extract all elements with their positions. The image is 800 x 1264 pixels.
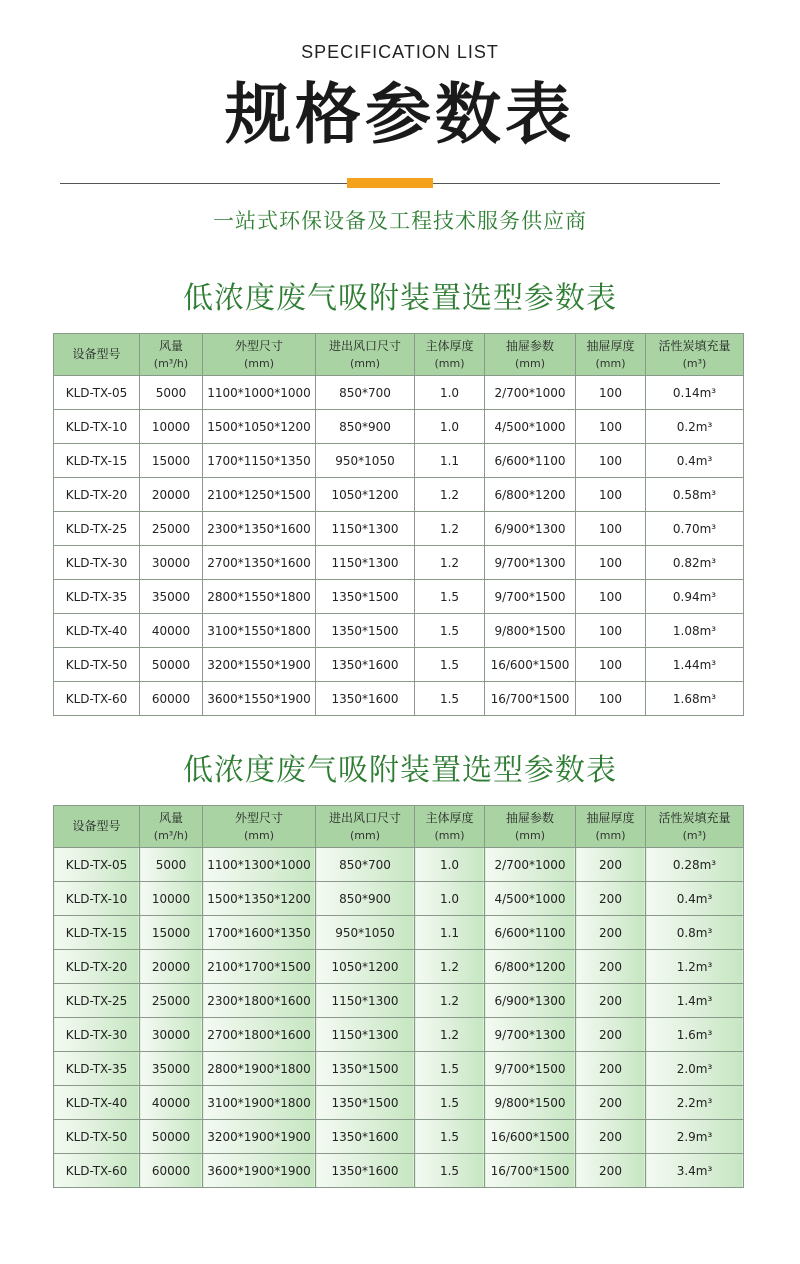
table-cell: 1.68m³ bbox=[646, 682, 744, 716]
column-header-label: 外型尺寸 bbox=[234, 338, 283, 353]
column-header bbox=[203, 334, 316, 376]
table-cell: 0.2m³ bbox=[646, 410, 744, 444]
table-cell: 200 bbox=[576, 916, 646, 950]
table-cell: 1350*1600 bbox=[316, 1120, 415, 1154]
table-row bbox=[54, 648, 744, 682]
table-cell: 200 bbox=[576, 1086, 646, 1120]
table-cell: 1350*1500 bbox=[316, 580, 415, 614]
column-header-unit: (mm) bbox=[434, 828, 465, 842]
table-cell: 100 bbox=[576, 614, 646, 648]
table-cell: 35000 bbox=[140, 580, 203, 614]
table-cell: 40000 bbox=[140, 614, 203, 648]
table-cell: 6/900*1300 bbox=[485, 984, 576, 1018]
column-header bbox=[576, 806, 646, 848]
table-row bbox=[54, 984, 744, 1018]
table-cell: 1.0 bbox=[415, 882, 485, 916]
table-cell: 20000 bbox=[140, 950, 203, 984]
table-cell: 10000 bbox=[140, 882, 203, 916]
table-cell: 1.2 bbox=[415, 1018, 485, 1052]
column-header-unit: (m³/h) bbox=[153, 356, 189, 370]
table-row bbox=[54, 444, 744, 478]
table-cell: 9/800*1500 bbox=[485, 614, 576, 648]
column-header bbox=[415, 806, 485, 848]
table-cell: 3200*1900*1900 bbox=[203, 1120, 316, 1154]
table-cell: 16/600*1500 bbox=[485, 1120, 576, 1154]
table-row bbox=[54, 882, 744, 916]
table-cell: 5000 bbox=[140, 848, 203, 882]
table-cell: 200 bbox=[576, 1018, 646, 1052]
table-cell: 1.0 bbox=[415, 848, 485, 882]
column-header-label: 外型尺寸 bbox=[234, 810, 283, 825]
table-cell: 2100*1700*1500 bbox=[203, 950, 316, 984]
table-cell: 1.1 bbox=[415, 916, 485, 950]
page-title: 规格参数表 bbox=[225, 76, 575, 153]
column-header-unit: (m³) bbox=[682, 828, 707, 842]
table-cell: KLD-TX-05 bbox=[54, 848, 140, 882]
table-cell: 1350*1500 bbox=[316, 1052, 415, 1086]
column-header-unit: (mm) bbox=[514, 356, 545, 370]
table-cell: KLD-TX-30 bbox=[54, 1018, 140, 1052]
table-cell: 100 bbox=[576, 580, 646, 614]
table-cell: 6/900*1300 bbox=[485, 512, 576, 546]
table2-title: 低浓度废气吸附装置选型参数表 bbox=[183, 753, 617, 788]
table-cell: 1.5 bbox=[415, 580, 485, 614]
table-cell: KLD-TX-25 bbox=[54, 512, 140, 546]
table-cell: 2.9m³ bbox=[646, 1120, 744, 1154]
table-cell: KLD-TX-40 bbox=[54, 614, 140, 648]
table-cell: 16/700*1500 bbox=[485, 682, 576, 716]
table-cell: KLD-TX-40 bbox=[54, 1086, 140, 1120]
table-cell: 1350*1600 bbox=[316, 648, 415, 682]
divider-accent bbox=[347, 178, 433, 188]
table-cell: KLD-TX-20 bbox=[54, 478, 140, 512]
column-header-label: 抽屉厚度 bbox=[586, 338, 635, 353]
table-cell: KLD-TX-10 bbox=[54, 410, 140, 444]
table-cell: 3600*1550*1900 bbox=[203, 682, 316, 716]
table-cell: 1100*1300*1000 bbox=[203, 848, 316, 882]
table-cell: 1.5 bbox=[415, 1086, 485, 1120]
table-cell: 50000 bbox=[140, 1120, 203, 1154]
table-cell: 0.58m³ bbox=[646, 478, 744, 512]
table-cell: 1.2m³ bbox=[646, 950, 744, 984]
column-header bbox=[203, 806, 316, 848]
table-cell: 850*900 bbox=[316, 410, 415, 444]
table-cell: 1.2 bbox=[415, 984, 485, 1018]
column-header bbox=[485, 334, 576, 376]
table-cell: 200 bbox=[576, 984, 646, 1018]
column-header-unit: (m³) bbox=[682, 356, 707, 370]
table-cell: 1500*1050*1200 bbox=[203, 410, 316, 444]
table-row bbox=[54, 512, 744, 546]
table-cell: 1150*1300 bbox=[316, 984, 415, 1018]
table-row bbox=[54, 546, 744, 580]
table-cell: 15000 bbox=[140, 444, 203, 478]
column-header-label: 设备型号 bbox=[72, 819, 121, 833]
table-cell: 3.4m³ bbox=[646, 1154, 744, 1188]
table-cell: 0.4m³ bbox=[646, 882, 744, 916]
column-header bbox=[415, 334, 485, 376]
table1-title: 低浓度废气吸附装置选型参数表 bbox=[183, 281, 617, 316]
table-cell: 3100*1550*1800 bbox=[203, 614, 316, 648]
table-cell: KLD-TX-50 bbox=[54, 1120, 140, 1154]
table-cell: 3600*1900*1900 bbox=[203, 1154, 316, 1188]
table-cell: 100 bbox=[576, 546, 646, 580]
table-cell: 4/500*1000 bbox=[485, 410, 576, 444]
table-cell: KLD-TX-05 bbox=[54, 376, 140, 410]
table-cell: 0.82m³ bbox=[646, 546, 744, 580]
column-header-label: 主体厚度 bbox=[425, 810, 474, 825]
table-row bbox=[54, 1052, 744, 1086]
table-cell: 1.5 bbox=[415, 614, 485, 648]
table-cell: 1050*1200 bbox=[316, 950, 415, 984]
table-cell: 850*700 bbox=[316, 848, 415, 882]
table-cell: 6/600*1100 bbox=[485, 444, 576, 478]
spec-table-1 bbox=[53, 333, 744, 716]
column-header bbox=[576, 334, 646, 376]
table-cell: 0.8m³ bbox=[646, 916, 744, 950]
column-header-label: 活性炭填充量 bbox=[658, 338, 731, 353]
table-cell: 1.5 bbox=[415, 1120, 485, 1154]
table-row bbox=[54, 916, 744, 950]
column-header bbox=[54, 806, 140, 848]
table-cell: 1.0 bbox=[415, 410, 485, 444]
column-header-label: 抽屉参数 bbox=[505, 338, 554, 353]
table-cell: 1500*1350*1200 bbox=[203, 882, 316, 916]
table-cell: KLD-TX-15 bbox=[54, 916, 140, 950]
column-header-unit: (mm) bbox=[595, 828, 626, 842]
table-cell: 20000 bbox=[140, 478, 203, 512]
table-cell: 200 bbox=[576, 1120, 646, 1154]
table-cell: 4/500*1000 bbox=[485, 882, 576, 916]
table-cell: 3200*1550*1900 bbox=[203, 648, 316, 682]
column-header-label: 活性炭填充量 bbox=[658, 810, 731, 825]
table-cell: 0.4m³ bbox=[646, 444, 744, 478]
table-cell: 2700*1800*1600 bbox=[203, 1018, 316, 1052]
table-row bbox=[54, 1120, 744, 1154]
column-header-unit: (m³/h) bbox=[153, 828, 189, 842]
table-cell: 0.70m³ bbox=[646, 512, 744, 546]
table-cell: 9/700*1500 bbox=[485, 1052, 576, 1086]
table-cell: 16/600*1500 bbox=[485, 648, 576, 682]
table-row bbox=[54, 410, 744, 444]
table-row bbox=[54, 580, 744, 614]
table-cell: 200 bbox=[576, 1154, 646, 1188]
column-header-unit: (mm) bbox=[243, 828, 274, 842]
column-header bbox=[316, 806, 415, 848]
table-cell: 1.5 bbox=[415, 1154, 485, 1188]
table-cell: 1150*1300 bbox=[316, 1018, 415, 1052]
column-header-label: 抽屉厚度 bbox=[586, 810, 635, 825]
table-cell: 100 bbox=[576, 648, 646, 682]
table-cell: KLD-TX-60 bbox=[54, 1154, 140, 1188]
table-row bbox=[54, 1154, 744, 1188]
table-cell: 1100*1000*1000 bbox=[203, 376, 316, 410]
table-cell: 100 bbox=[576, 478, 646, 512]
table-cell: 2700*1350*1600 bbox=[203, 546, 316, 580]
company-tagline: 一站式环保设备及工程技术服务供应商 bbox=[213, 209, 587, 233]
column-header-label: 风量 bbox=[158, 810, 183, 825]
column-header-label: 设备型号 bbox=[72, 347, 121, 361]
table-cell: 6/800*1200 bbox=[485, 478, 576, 512]
table-cell: 2.2m³ bbox=[646, 1086, 744, 1120]
table-cell: 1.2 bbox=[415, 512, 485, 546]
column-header-label: 抽屉参数 bbox=[505, 810, 554, 825]
table-cell: 1150*1300 bbox=[316, 546, 415, 580]
table-row bbox=[54, 614, 744, 648]
table-header-row bbox=[54, 334, 744, 376]
table-cell: KLD-TX-35 bbox=[54, 1052, 140, 1086]
table-cell: 1150*1300 bbox=[316, 512, 415, 546]
table-cell: 2100*1250*1500 bbox=[203, 478, 316, 512]
table-cell: 100 bbox=[576, 410, 646, 444]
table-cell: 1.2 bbox=[415, 950, 485, 984]
table-row bbox=[54, 376, 744, 410]
table-cell: 30000 bbox=[140, 546, 203, 580]
table-cell: 2/700*1000 bbox=[485, 376, 576, 410]
column-header-label: 风量 bbox=[158, 338, 183, 353]
table-cell: 2/700*1000 bbox=[485, 848, 576, 882]
subtitle-english: SPECIFICATION LIST bbox=[301, 42, 499, 62]
table-cell: 16/700*1500 bbox=[485, 1154, 576, 1188]
table-cell: 5000 bbox=[140, 376, 203, 410]
table-cell: KLD-TX-60 bbox=[54, 682, 140, 716]
table-row bbox=[54, 478, 744, 512]
table-cell: 950*1050 bbox=[316, 916, 415, 950]
column-header-label: 进出风口尺寸 bbox=[328, 338, 401, 353]
table-cell: 1350*1600 bbox=[316, 682, 415, 716]
table-cell: 0.94m³ bbox=[646, 580, 744, 614]
table-cell: KLD-TX-25 bbox=[54, 984, 140, 1018]
column-header bbox=[140, 334, 203, 376]
table-cell: 2800*1900*1800 bbox=[203, 1052, 316, 1086]
table-cell: KLD-TX-30 bbox=[54, 546, 140, 580]
table-cell: 2800*1550*1800 bbox=[203, 580, 316, 614]
table-cell: 15000 bbox=[140, 916, 203, 950]
column-header bbox=[316, 334, 415, 376]
table-cell: 9/700*1300 bbox=[485, 1018, 576, 1052]
column-header bbox=[140, 806, 203, 848]
table-cell: 2300*1800*1600 bbox=[203, 984, 316, 1018]
table-cell: 25000 bbox=[140, 512, 203, 546]
table-cell: 6/800*1200 bbox=[485, 950, 576, 984]
table-cell: 950*1050 bbox=[316, 444, 415, 478]
table-cell: 1350*1600 bbox=[316, 1154, 415, 1188]
table-cell: 9/800*1500 bbox=[485, 1086, 576, 1120]
column-header-unit: (mm) bbox=[349, 828, 380, 842]
column-header bbox=[646, 334, 744, 376]
table-cell: 30000 bbox=[140, 1018, 203, 1052]
table-cell: 60000 bbox=[140, 1154, 203, 1188]
table-cell: 1.6m³ bbox=[646, 1018, 744, 1052]
table-cell: KLD-TX-20 bbox=[54, 950, 140, 984]
table-cell: 2.0m³ bbox=[646, 1052, 744, 1086]
table-cell: 100 bbox=[576, 682, 646, 716]
column-header-unit: (mm) bbox=[595, 356, 626, 370]
table-row bbox=[54, 950, 744, 984]
table-header-row bbox=[54, 806, 744, 848]
column-header-label: 进出风口尺寸 bbox=[328, 810, 401, 825]
table-cell: 850*700 bbox=[316, 376, 415, 410]
column-header-unit: (mm) bbox=[349, 356, 380, 370]
table-cell: 1.5 bbox=[415, 682, 485, 716]
column-header-unit: (mm) bbox=[243, 356, 274, 370]
column-header-label: 主体厚度 bbox=[425, 338, 474, 353]
table-cell: KLD-TX-10 bbox=[54, 882, 140, 916]
table-cell: 3100*1900*1800 bbox=[203, 1086, 316, 1120]
table-cell: 1350*1500 bbox=[316, 614, 415, 648]
table-cell: 200 bbox=[576, 882, 646, 916]
table-cell: 100 bbox=[576, 376, 646, 410]
table-cell: 200 bbox=[576, 1052, 646, 1086]
table-cell: 1.4m³ bbox=[646, 984, 744, 1018]
table-cell: 200 bbox=[576, 848, 646, 882]
table-cell: 1.2 bbox=[415, 546, 485, 580]
column-header bbox=[485, 806, 576, 848]
table-row bbox=[54, 848, 744, 882]
column-header-unit: (mm) bbox=[514, 828, 545, 842]
table-cell: 0.28m³ bbox=[646, 848, 744, 882]
spec-table-2 bbox=[53, 805, 744, 1188]
table-row bbox=[54, 682, 744, 716]
table-cell: 40000 bbox=[140, 1086, 203, 1120]
table-cell: KLD-TX-35 bbox=[54, 580, 140, 614]
table-cell: 1.0 bbox=[415, 376, 485, 410]
table-cell: 100 bbox=[576, 512, 646, 546]
table-cell: 9/700*1300 bbox=[485, 546, 576, 580]
column-header-unit: (mm) bbox=[434, 356, 465, 370]
column-header bbox=[54, 334, 140, 376]
table-cell: 1700*1150*1350 bbox=[203, 444, 316, 478]
table-cell: 1.5 bbox=[415, 648, 485, 682]
table-cell: KLD-TX-50 bbox=[54, 648, 140, 682]
table-cell: 1.08m³ bbox=[646, 614, 744, 648]
table-cell: 1.2 bbox=[415, 478, 485, 512]
table-row bbox=[54, 1018, 744, 1052]
table-cell: 1.1 bbox=[415, 444, 485, 478]
table-cell: 1.44m³ bbox=[646, 648, 744, 682]
table-cell: 10000 bbox=[140, 410, 203, 444]
table-cell: 1050*1200 bbox=[316, 478, 415, 512]
table-cell: 1350*1500 bbox=[316, 1086, 415, 1120]
table-cell: 6/600*1100 bbox=[485, 916, 576, 950]
table-cell: 25000 bbox=[140, 984, 203, 1018]
table-cell: 850*900 bbox=[316, 882, 415, 916]
table-cell: 1.5 bbox=[415, 1052, 485, 1086]
table-cell: 50000 bbox=[140, 648, 203, 682]
table-row bbox=[54, 1086, 744, 1120]
table-cell: 1700*1600*1350 bbox=[203, 916, 316, 950]
table-cell: 60000 bbox=[140, 682, 203, 716]
table-cell: 2300*1350*1600 bbox=[203, 512, 316, 546]
table-cell: 200 bbox=[576, 950, 646, 984]
table-cell: 0.14m³ bbox=[646, 376, 744, 410]
table-cell: KLD-TX-15 bbox=[54, 444, 140, 478]
table-cell: 35000 bbox=[140, 1052, 203, 1086]
column-header bbox=[646, 806, 744, 848]
table-cell: 100 bbox=[576, 444, 646, 478]
table-cell: 9/700*1500 bbox=[485, 580, 576, 614]
